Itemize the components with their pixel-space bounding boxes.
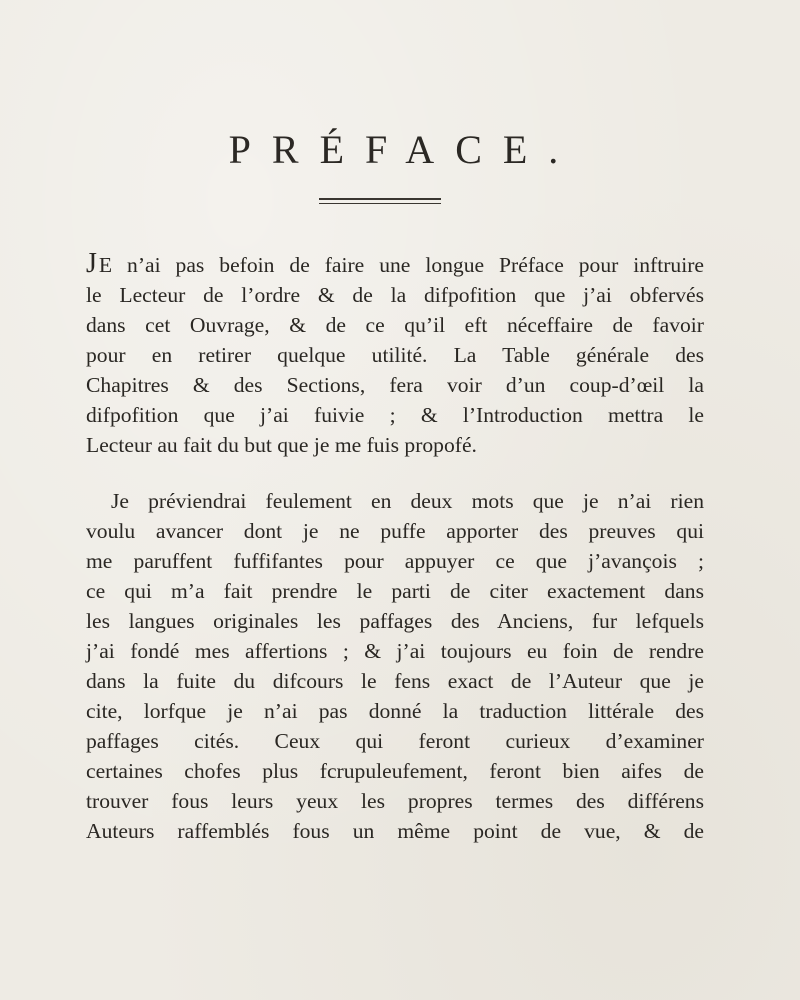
paragraph-1 bbox=[86, 249, 704, 460]
text-line: Lecteur au fait du but que je me fuis propofé. bbox=[86, 433, 477, 457]
text-line: me paruffent fuffifantes pour appuyer ce que j’avançois ; bbox=[86, 549, 704, 573]
text-line: le Lecteur de l’ordre & de la difpofition que j’ai obfervés bbox=[86, 283, 704, 307]
text-line: JE n’ai pas befoin de faire une longue Préface pour inftruire bbox=[86, 248, 704, 279]
text-line: certaines chofes plus fcrupuleufement, feront bien aifes de bbox=[86, 759, 704, 783]
text-line: paffages cités. Ceux qui feront curieux d’examiner bbox=[86, 729, 704, 753]
text-line: ce qui m’a fait prendre le parti de citer exactement dans bbox=[86, 579, 704, 603]
text-line: cite, lorfque je n’ai pas donné la traduction littérale des bbox=[86, 699, 704, 723]
text-line: trouver fous leurs yeux les propres termes des différens bbox=[86, 789, 704, 813]
text-line: pour en retirer quelque utilité. La Table générale des bbox=[86, 343, 704, 367]
text-line: difpofition que j’ai fuivie ; & l’Introduction mettra le bbox=[86, 403, 704, 427]
text-line: dans cet Ouvrage, & de ce qu’il eft néceffaire de favoir bbox=[86, 313, 704, 337]
text-line: Je préviendrai feulement en deux mots que je n’ai rien bbox=[111, 489, 704, 513]
text-line: dans la fuite du difcours le fens exact de l’Auteur que je bbox=[86, 669, 704, 693]
title-rule-thick bbox=[319, 198, 441, 200]
text-line: Auteurs raffemblés fous un même point de vue, & de bbox=[86, 819, 704, 843]
text-line: j’ai fondé mes affertions ; & j’ai toujours eu foin de rendre bbox=[86, 639, 704, 663]
text-line: Chapitres & des Sections, fera voir d’un coup-d’œil la bbox=[86, 373, 704, 397]
drop-cap: J bbox=[86, 248, 99, 279]
paragraph-2 bbox=[86, 486, 704, 846]
text-line: les langues originales les paffages des Anciens, fur lefquels bbox=[86, 609, 704, 633]
page-title: PRÉFACE. bbox=[228, 127, 580, 172]
title-rule-thin bbox=[319, 203, 441, 204]
text-line: voulu avancer dont je ne puffe apporter des preuves qui bbox=[86, 519, 704, 543]
